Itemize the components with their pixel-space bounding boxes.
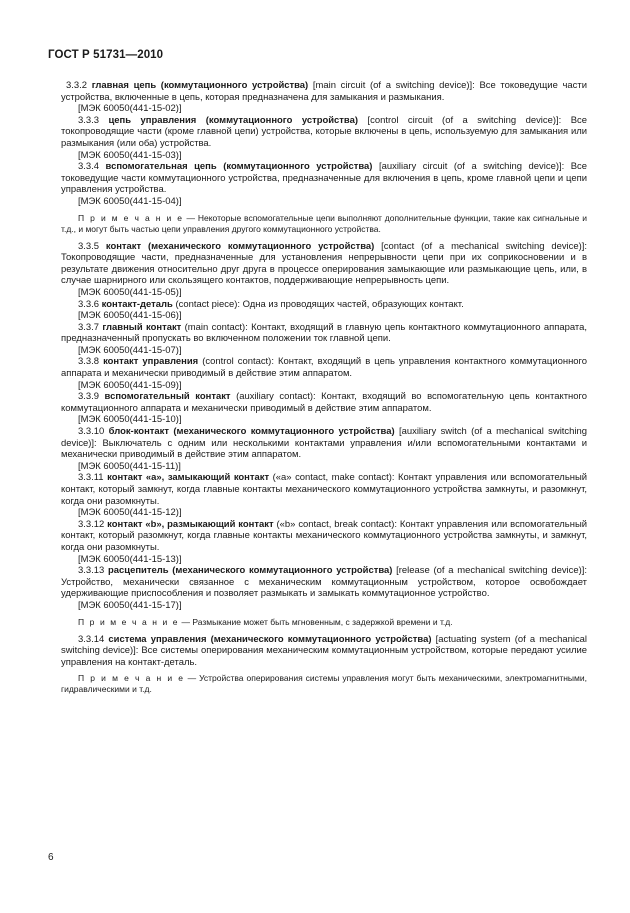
page-number: 6 [48, 852, 54, 863]
note: П р и м е ч а н и е — Некоторые вспомогательные цепи выполняют дополнительные функции, такие как сигнальные и т.д., и могут быть частью цепи управления другого коммутационного устройства. [61, 212, 588, 234]
reference: [МЭК 60050(441-15-02)] [78, 103, 182, 115]
term-3-3-11: 3.3.11 контакт «а», замыкающий контакт («а» contact, make contact): Контакт управления или вспомогательный контакт, который замкнут, когда главные контакты механического коммутационного устройства замкнуты, и разомкнут, когда они разомкнуты. [61, 472, 588, 507]
term-3-3-8: 3.3.8 контакт управления (control contact): Контакт, входящий в цепь управления контактного коммутационного аппарата и механически приводимый в действие этим аппаратом. [61, 356, 588, 380]
reference: [МЭК 60050(441-15-11)] [78, 460, 181, 472]
note: П р и м е ч а н и е — Размыкание может быть мгновенным, с задержкой времени и т.д. [78, 616, 453, 627]
reference: [МЭК 60050(441-15-17)] [78, 599, 182, 611]
reference: [МЭК 60050(441-15-12)] [78, 507, 182, 519]
document-body [61, 80, 587, 701]
note: П р и м е ч а н и е — Устройства оперирования системы управления могут быть механическими, электромагнитными, гидравлическими и т.д. [61, 673, 587, 695]
term-3-3-5: 3.3.5 контакт (механического коммутационного устройства) [contact (of a mechanical switching device)]: Токопроводящие части, предназначенные для установления непрерывности цепи при их соприкосновении и в результате движения относительно друг друга в процессе оперирования замыкающие или размыкающие цепь, или, в случае шарнирного или скользящего контактов, поддерживающие непрерывность цепи. [61, 240, 587, 287]
term-3-3-14: 3.3.14 система управления (механического коммутационного устройства) [actuating system (of a mechanical switching device)]: Все системы оперирования механическим коммутационным устройством, которые передают усилие управления на контакт-деталь. [61, 633, 588, 668]
term-3-3-12: 3.3.12 контакт «b», размыкающий контакт («b» contact, break contact): Контакт управления или вспомогательный контакт, который разомкнут, когда главные контакты механического коммутационного устройства замкнуты, и замкнут, когда они разомкнуты. [61, 518, 587, 553]
term-3-3-9: 3.3.9 вспомогательный контакт (auxiliary contact): Контакт, входящий во вспомогательную цепь контактного коммутационного аппарата и механически приводимый в действие этим аппаратом. [61, 391, 587, 414]
term-3-3-7: 3.3.7 главный контакт (main contact): Контакт, входящий в главную цепь контактного коммутационного аппарата, предназначенный пропускать во включенном положении ток главной цепи. [61, 321, 587, 345]
term-3-3-3: 3.3.3 цепь управления (коммутационного устройства) [control circuit (of a switching device)]: Все токопроводящие части (кроме главной цепи) устройства, которые включены в цепь, используемую для замыкания или размыкания (или оба) устройства. [61, 114, 588, 149]
term-3-3-10: 3.3.10 блок-контакт (механического коммутационного устройства) [auxiliary switch (of a mechanical switching device)]: Выключатель с одним или несколькими контактами управления и/или вспомогательными контактами и механически приводимый в действие этим аппаратом. [61, 426, 587, 461]
standard-header: ГОСТ Р 51731—2010 [48, 49, 164, 61]
term-3-3-4: 3.3.4 вспомогательная цепь (коммутационного устройства) [auxiliary circuit (of a switching device)]: Все токоведущие части коммутационного устройства, предназначенные для включения в цепь, кроме главной цепи и цепи управления устройства. [61, 161, 588, 196]
reference: [МЭК 60050(441-15-10)] [78, 414, 182, 426]
reference: [МЭК 60050(441-15-13)] [78, 553, 182, 565]
reference: [МЭК 60050(441-15-05)] [78, 286, 182, 298]
term-3-3-6: 3.3.6 контакт-деталь (contact piece): Одна из проводящих частей, образующих контакт. [78, 298, 464, 310]
reference: [МЭК 60050(441-15-06)] [78, 310, 182, 322]
reference: [МЭК 60050(441-15-07)] [78, 344, 182, 356]
term-3-3-2: 3.3.2 главная цепь (коммутационного устройства) [main circuit (of a switching device)]: Все токоведущие части устройства, включенные в цепь, которая предназначена для замыкания и размыкания. [61, 80, 587, 103]
reference: [МЭК 60050(441-15-03)] [78, 149, 182, 161]
reference: [МЭК 60050(441-15-09)] [78, 379, 182, 391]
term-3-3-13: 3.3.13 расцепитель (механического коммутационного устройства) [release (of a mechanical switching device)]: Устройство, механически связанное с механическим коммутационным устройством, которое освобождает удерживающие приспособления и позволяет размыкать и замыкать коммутационное устройство. [61, 565, 588, 600]
reference: [МЭК 60050(441-15-04)] [78, 195, 182, 207]
